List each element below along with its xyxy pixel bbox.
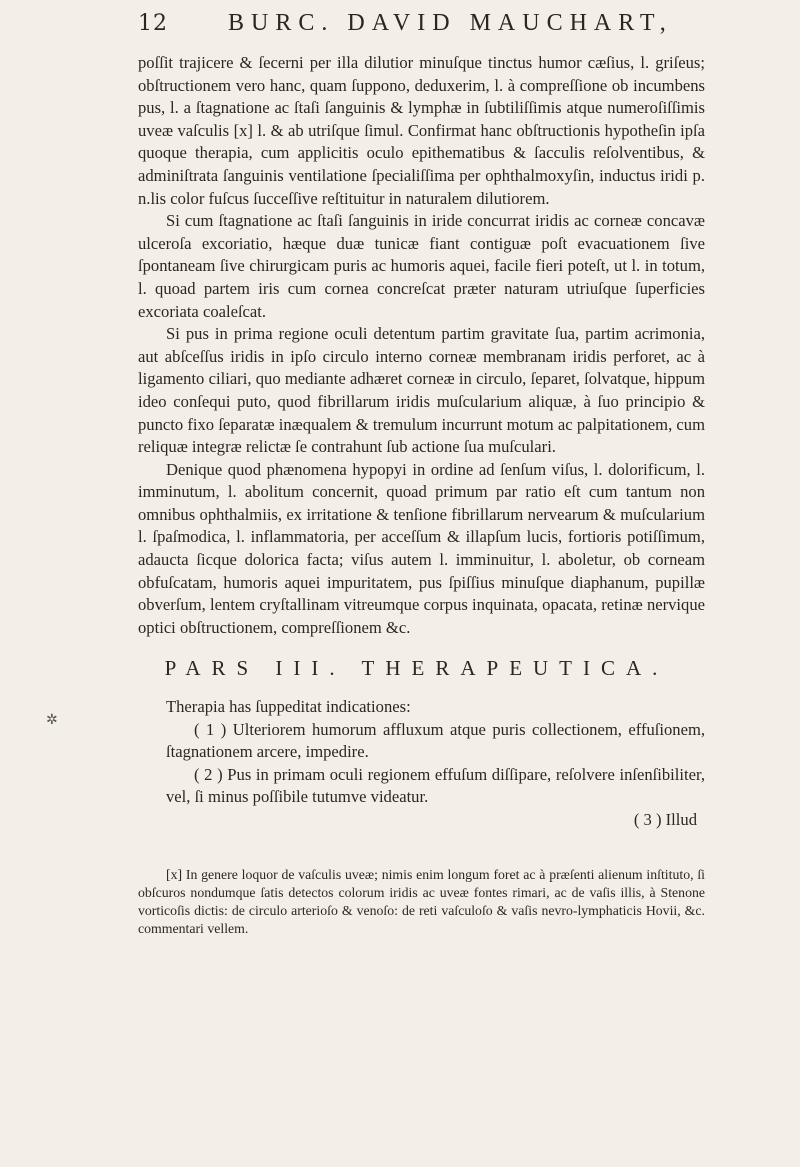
page-header bbox=[138, 10, 705, 48]
paragraph: poſſit trajicere & ſecerni per illa dilutior minuſque tinctus humor cæſius, l. griſeus; obſtructionem vero hanc, quam ſuppono, deduxerim, l. à compreſſione ob incumbens pus, l. a ſtagnatione ac ſtaſi ſanguinis & lymphæ in ſubtiliſſimis atque numeroſiſſimis uveæ vaſculis [x] l. & ab utriſque ſimul. Confirmat hanc obſtructionis hypotheſin ipſa quoque therapia, cum applicitis oculo epithematibus & ſacculis reſolventibus, & adminiſtrata ſanguinis ventilatione ſpecialiſſima per ophthalmoxyſin, inductus iridi p. n.lis color fuſcus ſucceſſive reſtituitur in naturalem dilutiorem. bbox=[138, 53, 705, 208]
running-head: BURC. DAVID MAUCHART, bbox=[228, 10, 673, 36]
therapy-intro: Therapia has ſuppeditat indicationes: bbox=[166, 697, 411, 717]
footnote-text: [x] In genere loquor de vaſculis uveæ; nimis enim longum foret ac à præſenti alienum inſtituto, ſi obſcuros nondumque ſatis detectos colorum iridis ac uveæ fontes rimari, ac de vaſis illis, à Stenone vorticoſis dictis: de circulo arterioſo & venoſo: de reti vaſculoſo & vaſis nevro-lymphaticis Hovii, &c. commentari vellem. bbox=[138, 866, 705, 936]
page-number: 12 bbox=[138, 11, 168, 36]
paragraph: Si cum ſtagnatione ac ſtaſi ſanguinis in iride concurrat iridis ac corneæ concavæ ulceroſa excoriatio, hæque duæ tunicæ fiant contiguæ poſt evacuationem ſive ſpontaneam ſive chirurgicam puris ac humoris aquei, facile fieri poteſt, ut l. in totum, l. quoad partem iris cum cornea concreſcat præter naturam utriuſque ſuperficies excoriata coaleſcat. bbox=[138, 211, 705, 321]
indication-item: ( 2 ) Pus in primam oculi regionem effuſum diſſipare, reſolvere inſenſibiliter, vel, ſi minus poſſibile tutumve videatur. bbox=[166, 764, 705, 807]
paragraph: Denique quod phænomena hypopyi in ordine ad ſenſum viſus, l. dolorificum, l. imminutum, l. abolitum concernit, quoad primum par ratio eſt cum tantum non omnibus ophthalmiis, ex irritatione & tenſione fibrillarum nervearum & muſcularium l. ſpaſmodica, l. inflammatoria, per acceſſum & illapſum lucis, fortioris potiſſimum, adaucta ſicque dolorica facta; viſus autem l. imminuitur, l. aboletur, ob corneam obfuſcatam, humoris aquei impuritatem, pus ſpiſſius minuſque diaphanum, pupillæ obverſum, lentem cryſtallinam vitreumque corpus inquinata, opacata, retinæ nervique optici obſtructionem, compreſſionem &c. bbox=[138, 459, 705, 637]
margin-mark-icon: ✲ bbox=[46, 712, 58, 728]
section-title: PARS III. THERAPEUTICA. bbox=[164, 656, 669, 681]
catchword: ( 3 ) Illud bbox=[633, 810, 697, 829]
paragraph: Si pus in prima regione oculi detentum partim gravitate ſua, partim acrimonia, aut abſceſſus iridis in ipſo circulo interno corneæ membranam iridis perforet, ac à ligamento ciliari, quo mediante adhæret corneæ in circulo, ſeparet, ſolvatque, hippum ideo conſequi puto, quod fibrillarum iridis muſcularium aliquæ, à ſuo principio & puncto fixo ſeparatæ inæqualem & tremulum incurrunt motum ac palpitationem, cum reliquæ integræ relictæ ſe contrahunt ſub actione ſua muſculari. bbox=[138, 324, 705, 457]
indication-item: ( 1 ) Ulteriorem humorum affluxum atque puris collectionem, effuſionem, ſtagnationem arcere, impedire. bbox=[166, 719, 705, 762]
footnote bbox=[138, 866, 705, 938]
main-text bbox=[138, 52, 705, 832]
